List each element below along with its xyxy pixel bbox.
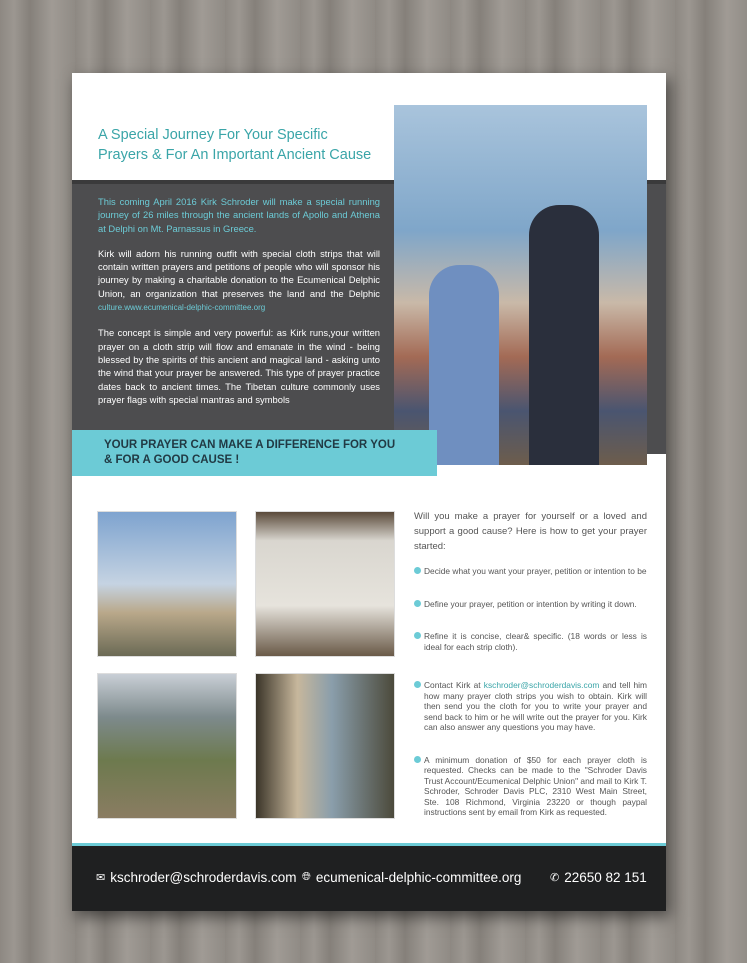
step-text: Decide what you want your prayer, petition or intention to be (424, 566, 647, 576)
footer-phone[interactable] (550, 870, 647, 885)
kirk-handshake-photo (394, 105, 647, 465)
bullet-icon (414, 600, 421, 607)
footer-website-text: ecumenical-delphic-committee.org (315, 870, 522, 885)
instructions (414, 509, 647, 840)
footer-phone-text: 22650 82 151 (564, 870, 647, 885)
columns-photo (255, 673, 395, 819)
flyer-page (72, 73, 666, 911)
intro-paragraph-3: The concept is simple and very powerful: as Kirk runs,your written prayer on a cloth strip will flow and emanate in the wind - being blessed by the spirits of this ancient and magical land - asking unto the wind that your prayer be answered. This type of prayer practice dates back to ancient times. The Tibetan culture commonly uses prayer flags with special mantras and symbols (98, 327, 380, 405)
footer-email-text: kschroder@schroderdavis.com (110, 870, 297, 885)
intro-paragraph-1: This coming April 2016 Kirk Schroder will make a special running journey of 26 miles through the ancient lands of Apollo and Athena at Delphi on Mt. Parnassus in Greece. (98, 196, 380, 234)
banner-line-1: YOUR PRAYER CAN MAKE A DIFFERENCE FOR YOU (104, 439, 396, 451)
step-text: Define your prayer, petition or intention by writing it down. (424, 598, 637, 609)
step-item (414, 566, 647, 577)
bullet-icon (414, 756, 421, 763)
person-left (429, 265, 499, 465)
intro-text (98, 195, 380, 418)
prayer-banner (72, 430, 437, 476)
phone-icon: ✆ (550, 872, 560, 884)
envelope-icon: ✉ (96, 872, 106, 884)
footer-email[interactable] (96, 870, 297, 885)
step-text: A minimum donation of $50 for each prayer cloth is requested. Checks can be made to the "Schroder Davis Trust Account/Ecumenical Delphic Union" and mail to Kirk T. Schroder, Schroder Davis PLC, 2310 West Main Street, Ste. 108 Richmond, Virginia 23220 or though paypal instructions sent by email from Kirk as requested. (424, 754, 647, 817)
website-link[interactable]: culture.www.ecumenical-delphic-committee.org (98, 303, 266, 313)
bullet-icon (414, 632, 421, 639)
globe-icon: 🌐︎ (302, 871, 311, 883)
title-line-1: A Special Journey For Your Specific (98, 127, 328, 143)
steps-list (414, 566, 647, 818)
footer (72, 843, 666, 911)
footer-website[interactable] (302, 870, 521, 885)
step-text: Refine it is concise, clear& specific. (18 words or less is ideal for each strip cloth). (424, 631, 647, 652)
step-text: tell him how many prayer cloth strips you wish to obtain. Kirk will then send you the cloth for you to write your prayer and send back to him or he will write out the prayer for you. Kirk can also answer any questions you may have. (424, 680, 648, 732)
contact-email-link[interactable]: kschroder@schroderdavis.com (483, 680, 600, 690)
delphi-ruins-photo (97, 673, 237, 819)
step-item (414, 680, 647, 733)
step-item (414, 631, 647, 652)
intro-paragraph-2 (98, 247, 380, 314)
banner-line-2: & FOR A GOOD CAUSE ! (104, 454, 240, 466)
step-item (414, 599, 647, 610)
bullet-icon (414, 567, 421, 574)
bullet-icon (414, 681, 421, 688)
instructions-question: Will you make a prayer for yourself or a loved and support a good cause? Here is how to get your prayer started: (414, 511, 647, 552)
tholos-photo (97, 511, 237, 657)
person-right (529, 205, 599, 465)
intro-p2-text: Kirk will adorn his running outfit with special cloth strips that will contain written prayers and petitions of people who will sponsor his journey by making a charitable donation to the Ecumenical Delphic Union, an organization that preserves the land and the Delphic (98, 247, 380, 299)
contact-prefix: Contact Kirk at (424, 680, 484, 690)
step-item (414, 755, 647, 818)
altar-of-apollo-photo (255, 511, 395, 657)
title-line-2: Prayers & For An Important Ancient Cause (98, 147, 372, 163)
page-title (98, 125, 398, 165)
contact-suffix: and (599, 680, 617, 690)
